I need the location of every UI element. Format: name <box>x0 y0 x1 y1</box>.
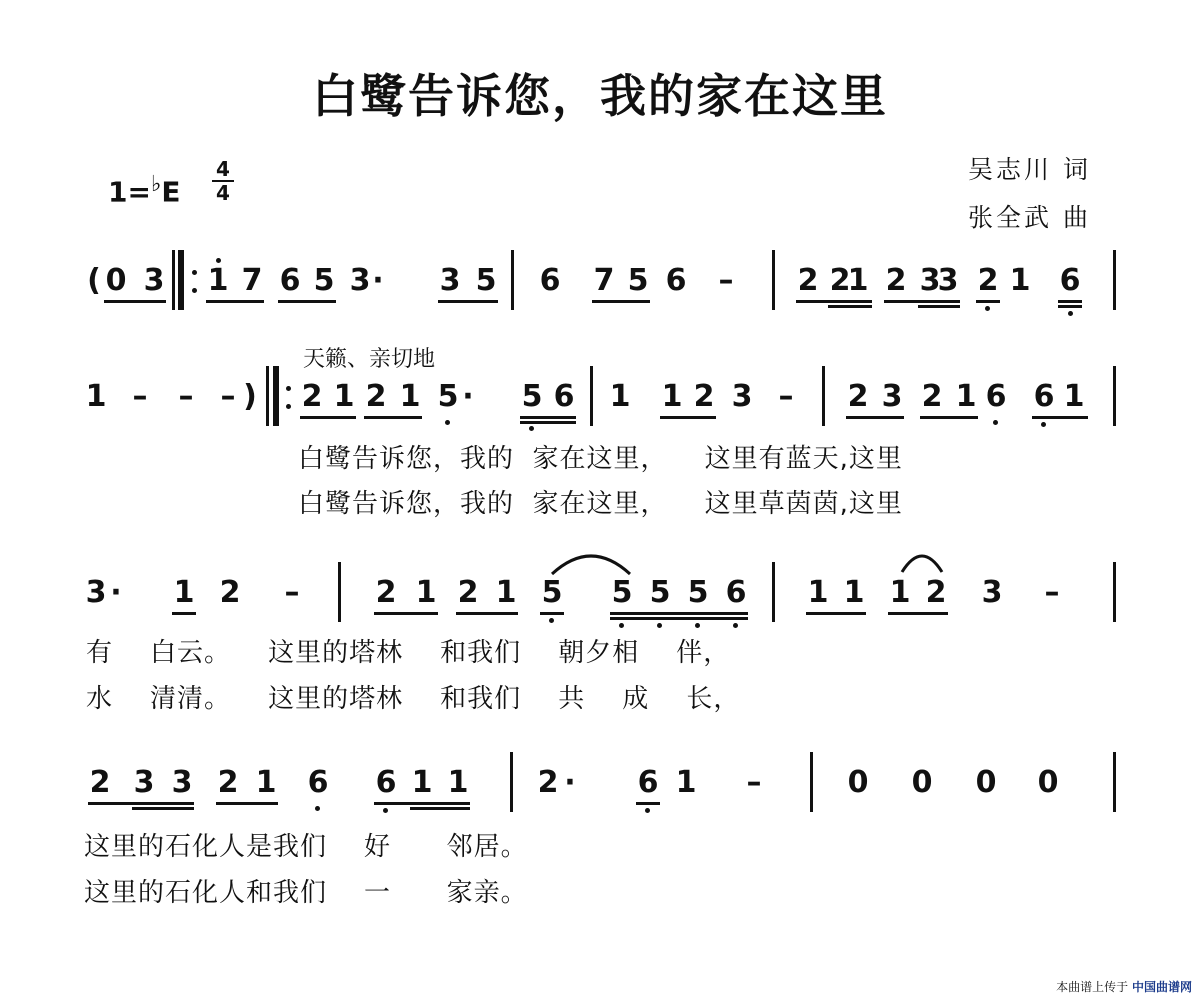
note: 6 <box>1033 379 1055 414</box>
note: 6 <box>553 379 575 414</box>
barline <box>772 250 775 310</box>
note: 0 <box>847 765 869 800</box>
note: 5 <box>649 575 671 610</box>
key-signature: 1=♭E <box>108 172 181 209</box>
note: · <box>462 379 474 414</box>
note: 1 <box>955 379 977 414</box>
octave-dot <box>619 623 624 628</box>
octave-dot <box>445 420 450 425</box>
beam-line <box>206 300 264 303</box>
octave-dot <box>657 623 662 628</box>
note: 3 <box>143 263 165 298</box>
note: 1 <box>333 379 355 414</box>
note: 6 <box>985 379 1007 414</box>
note: – <box>778 379 794 414</box>
beam-line <box>1058 305 1082 308</box>
note: 0 <box>1037 765 1059 800</box>
beam-line <box>132 807 194 810</box>
note: 1 <box>399 379 421 414</box>
note: – <box>132 379 148 414</box>
note: 5 <box>521 379 543 414</box>
barline <box>810 752 813 812</box>
beam-line <box>278 300 336 303</box>
note: 6 <box>725 575 747 610</box>
note: 5 <box>475 263 497 298</box>
beam-line <box>888 612 948 615</box>
octave-dot <box>315 806 320 811</box>
beam-line <box>592 300 650 303</box>
barline <box>178 250 184 310</box>
octave-dot <box>216 258 221 263</box>
lyrics-verse-2: 白鹭告诉您，我的 家在这里， 这里草茵茵,这里 <box>298 489 903 519</box>
note: 5 <box>541 575 563 610</box>
octave-dot <box>695 623 700 628</box>
note: – <box>1044 575 1060 610</box>
note: 3 <box>731 379 753 414</box>
barline <box>1113 250 1116 310</box>
octave-dot <box>383 808 388 813</box>
note: 2 <box>977 263 999 298</box>
beam-line <box>796 300 872 303</box>
beam-line <box>610 617 748 620</box>
note: 0 <box>975 765 997 800</box>
time-signature: $\frac{4}{4}$ <box>212 158 234 204</box>
octave-dot <box>192 288 197 293</box>
note: 1 <box>847 263 869 298</box>
barline <box>273 366 279 426</box>
beam-line <box>660 416 716 419</box>
barline <box>266 366 269 426</box>
note: 1 <box>609 379 631 414</box>
beam-line <box>104 300 166 303</box>
lyrics-verse-1: 白鹭告诉您，我的 家在这里， 这里有蓝天,这里 <box>298 444 903 474</box>
beam-line <box>364 416 422 419</box>
barline <box>590 366 593 426</box>
note: 3 <box>919 263 941 298</box>
note: 3 <box>85 575 107 610</box>
beam-line <box>374 802 470 805</box>
note: 2 <box>797 263 819 298</box>
note: 1 <box>1009 263 1031 298</box>
note: 3 <box>881 379 903 414</box>
note: – <box>718 263 734 298</box>
barline <box>172 250 175 310</box>
note: 3 <box>349 263 371 298</box>
beam-line <box>438 300 498 303</box>
note: 2 <box>375 575 397 610</box>
note: – <box>284 575 300 610</box>
note: – <box>178 379 194 414</box>
note: 1 <box>661 379 683 414</box>
note: 2 <box>921 379 943 414</box>
note: 6 <box>307 765 329 800</box>
note: 2 <box>537 765 559 800</box>
octave-dot <box>549 618 554 623</box>
note: 2 <box>457 575 479 610</box>
note: 6 <box>375 765 397 800</box>
note: 2 <box>365 379 387 414</box>
page-title: 白鹭告诉您，我的家在这里 <box>312 69 888 123</box>
note: 6 <box>279 263 301 298</box>
beam-line <box>300 416 356 419</box>
note: 3 <box>937 263 959 298</box>
octave-dot <box>645 808 650 813</box>
note: 1 <box>1063 379 1085 414</box>
note: · <box>372 263 384 298</box>
barline <box>338 562 341 622</box>
note: ( <box>87 263 101 298</box>
note: 6 <box>637 765 659 800</box>
site-logo: 中国曲谱网 <box>1131 980 1192 994</box>
beam-line <box>976 300 1000 303</box>
note: 5 <box>687 575 709 610</box>
note: 0 <box>105 263 127 298</box>
barline <box>772 562 775 622</box>
note: 6 <box>1059 263 1081 298</box>
flat-icon: ♭ <box>150 172 162 197</box>
note: 2 <box>219 575 241 610</box>
footer-watermark <box>1056 978 1192 995</box>
note: · <box>564 765 576 800</box>
note: ) <box>243 379 257 414</box>
lyrics-verse-2: 水 清清。 这里的塔林 和我们 共 成 长， <box>86 684 741 714</box>
note: 1 <box>173 575 195 610</box>
note: 1 <box>495 575 517 610</box>
lyrics-verse-1: 有 白云。 这里的塔林 和我们 朝夕相 伴， <box>86 638 731 668</box>
barline <box>1113 562 1116 622</box>
note: 6 <box>539 263 561 298</box>
octave-dot <box>1041 422 1046 427</box>
beam-line <box>540 612 564 615</box>
beam-line <box>410 807 470 810</box>
note: 5 <box>437 379 459 414</box>
note: 3 <box>981 575 1003 610</box>
octave-dot <box>529 426 534 431</box>
note: 5 <box>611 575 633 610</box>
beam-line <box>806 612 866 615</box>
note: 1 <box>207 263 229 298</box>
beam-line <box>828 305 872 308</box>
barline <box>1113 752 1116 812</box>
note: 5 <box>627 263 649 298</box>
beam-line <box>1058 300 1082 303</box>
slur-icon <box>548 546 634 576</box>
note: 2 <box>301 379 323 414</box>
note: – <box>746 765 762 800</box>
note: 2 <box>885 263 907 298</box>
lyrics-verse-1: 这里的石化人是我们 好 邻居。 <box>84 832 528 862</box>
note: 2 <box>89 765 111 800</box>
octave-dot <box>286 386 291 391</box>
beam-line <box>88 802 194 805</box>
beam-line <box>918 305 960 308</box>
slur-icon <box>898 546 946 574</box>
beam-line <box>636 802 660 805</box>
octave-dot <box>993 420 998 425</box>
beam-line <box>374 612 438 615</box>
note: 1 <box>889 575 911 610</box>
beam-line <box>920 416 978 419</box>
note: · <box>110 575 122 610</box>
note: 5 <box>313 263 335 298</box>
octave-dot <box>286 404 291 409</box>
note: 2 <box>693 379 715 414</box>
expression-marking: 天籁、亲切地 <box>303 347 436 372</box>
beam-line <box>884 300 960 303</box>
note: 1 <box>415 575 437 610</box>
note: 1 <box>411 765 433 800</box>
beam-line <box>520 421 576 424</box>
note: 7 <box>241 263 263 298</box>
footer-text: 本曲谱上传于 <box>1056 980 1129 994</box>
composer-credit: 张全武 曲 <box>968 203 1091 232</box>
note: 3 <box>133 765 155 800</box>
note: 2 <box>847 379 869 414</box>
note: 2 <box>217 765 239 800</box>
note: 6 <box>665 263 687 298</box>
note: 2 <box>925 575 947 610</box>
note: 3 <box>439 263 461 298</box>
note: 1 <box>447 765 469 800</box>
note: 1 <box>843 575 865 610</box>
octave-dot <box>985 306 990 311</box>
note: 2 <box>829 263 851 298</box>
beam-line <box>846 416 904 419</box>
note: 1 <box>85 379 107 414</box>
note: – <box>220 379 236 414</box>
lyricist-credit: 吴志川 词 <box>968 155 1091 184</box>
octave-dot <box>733 623 738 628</box>
barline <box>1113 366 1116 426</box>
note: 3 <box>171 765 193 800</box>
octave-dot <box>1068 311 1073 316</box>
barline <box>822 366 825 426</box>
note: 7 <box>593 263 615 298</box>
beam-line <box>520 416 576 419</box>
note: 0 <box>911 765 933 800</box>
note: 1 <box>255 765 277 800</box>
beam-line <box>610 612 748 615</box>
note: 1 <box>807 575 829 610</box>
barline <box>510 752 513 812</box>
beam-line <box>172 612 196 615</box>
barline <box>511 250 514 310</box>
octave-dot <box>192 270 197 275</box>
beam-line <box>216 802 278 805</box>
beam-line <box>1032 416 1088 419</box>
note: 1 <box>675 765 697 800</box>
beam-line <box>456 612 518 615</box>
lyrics-verse-2: 这里的石化人和我们 一 家亲。 <box>84 878 528 908</box>
